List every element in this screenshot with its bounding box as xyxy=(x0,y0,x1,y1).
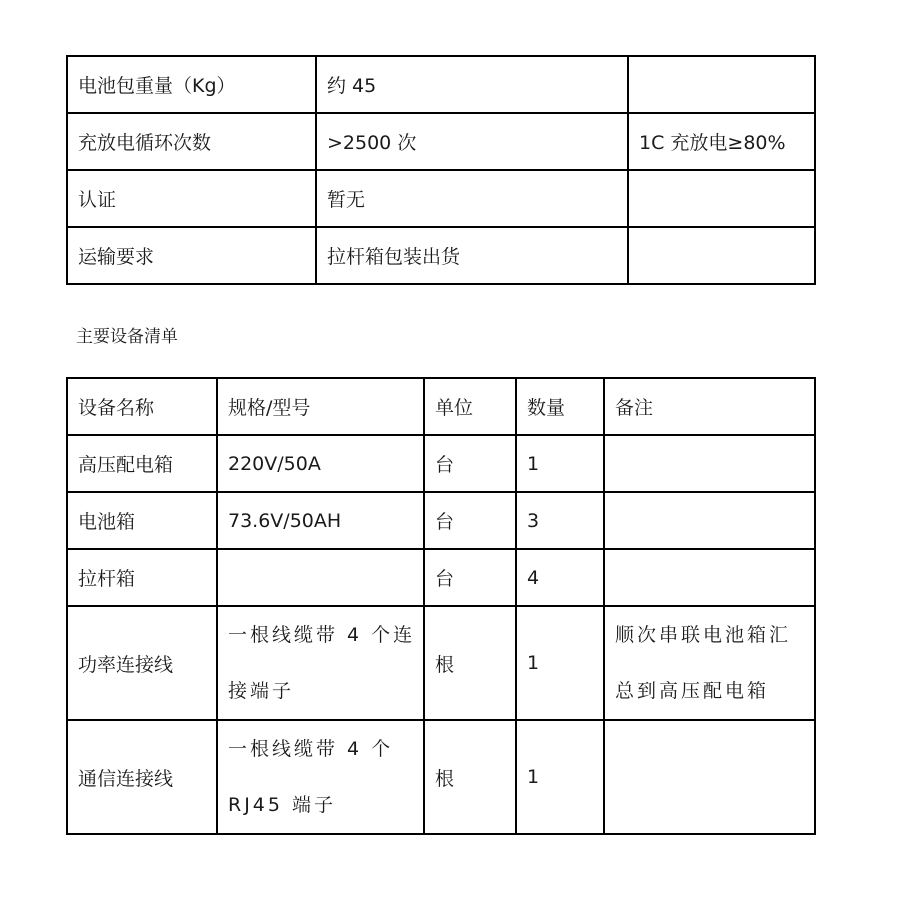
table-row xyxy=(67,720,815,834)
table-row xyxy=(67,435,815,492)
spec-value: 约 45 xyxy=(316,56,628,113)
equipment-remark xyxy=(604,549,815,606)
equipment-remark xyxy=(604,720,815,834)
table-row xyxy=(67,227,815,284)
equipment-qty: 1 xyxy=(516,720,604,834)
equipment-name: 通信连接线 xyxy=(67,720,217,834)
equipment-list-table xyxy=(66,377,816,835)
equipment-unit: 台 xyxy=(424,492,516,549)
spec-label: 认证 xyxy=(67,170,316,227)
spec-value: 暂无 xyxy=(316,170,628,227)
spec-value: >2500 次 xyxy=(316,113,628,170)
equipment-spec xyxy=(217,720,424,834)
spec-value: 拉杆箱包装出货 xyxy=(316,227,628,284)
equipment-name: 电池箱 xyxy=(67,492,217,549)
equipment-name: 高压配电箱 xyxy=(67,435,217,492)
spec-note: 1C 充放电≥80% xyxy=(628,113,815,170)
table-row xyxy=(67,606,815,720)
equipment-spec-line: RJ45 端子 xyxy=(228,794,337,816)
spec-note xyxy=(628,227,815,284)
equipment-unit: 台 xyxy=(424,549,516,606)
equipment-spec: 220V/50A xyxy=(217,435,424,492)
column-header: 设备名称 xyxy=(67,378,217,435)
column-header: 单位 xyxy=(424,378,516,435)
spec-label: 运输要求 xyxy=(67,227,316,284)
table-row xyxy=(67,56,815,113)
equipment-remark-line: 总到高压配电箱 xyxy=(615,680,770,702)
equipment-spec-line: 接端子 xyxy=(228,680,295,702)
equipment-unit: 根 xyxy=(424,720,516,834)
table-row xyxy=(67,549,815,606)
column-header: 规格/型号 xyxy=(217,378,424,435)
spec-label: 充放电循环次数 xyxy=(67,113,316,170)
spec-note xyxy=(628,170,815,227)
equipment-remark xyxy=(604,435,815,492)
equipment-remark xyxy=(604,492,815,549)
equipment-name: 功率连接线 xyxy=(67,606,217,720)
equipment-qty: 1 xyxy=(516,435,604,492)
equipment-spec xyxy=(217,606,424,720)
table-row xyxy=(67,170,815,227)
table-header-row xyxy=(67,378,815,435)
equipment-name: 拉杆箱 xyxy=(67,549,217,606)
equipment-spec xyxy=(217,549,424,606)
equipment-qty: 1 xyxy=(516,606,604,720)
table-row xyxy=(67,113,815,170)
equipment-remark xyxy=(604,606,815,720)
equipment-spec: 73.6V/50AH xyxy=(217,492,424,549)
equipment-remark-line: 顺次串联电池箱汇 xyxy=(615,624,792,646)
equipment-spec-line: 一根线缆带 4 个 xyxy=(228,738,394,760)
equipment-unit: 根 xyxy=(424,606,516,720)
column-header: 备注 xyxy=(604,378,815,435)
section-title: 主要设备清单 xyxy=(76,327,178,347)
spec-note xyxy=(628,56,815,113)
table-row xyxy=(67,492,815,549)
equipment-qty: 4 xyxy=(516,549,604,606)
equipment-unit: 台 xyxy=(424,435,516,492)
equipment-qty: 3 xyxy=(516,492,604,549)
spec-label: 电池包重量（Kg） xyxy=(67,56,316,113)
equipment-spec-line: 一根线缆带 4 个连 xyxy=(228,624,416,646)
battery-spec-table xyxy=(66,55,816,285)
column-header: 数量 xyxy=(516,378,604,435)
